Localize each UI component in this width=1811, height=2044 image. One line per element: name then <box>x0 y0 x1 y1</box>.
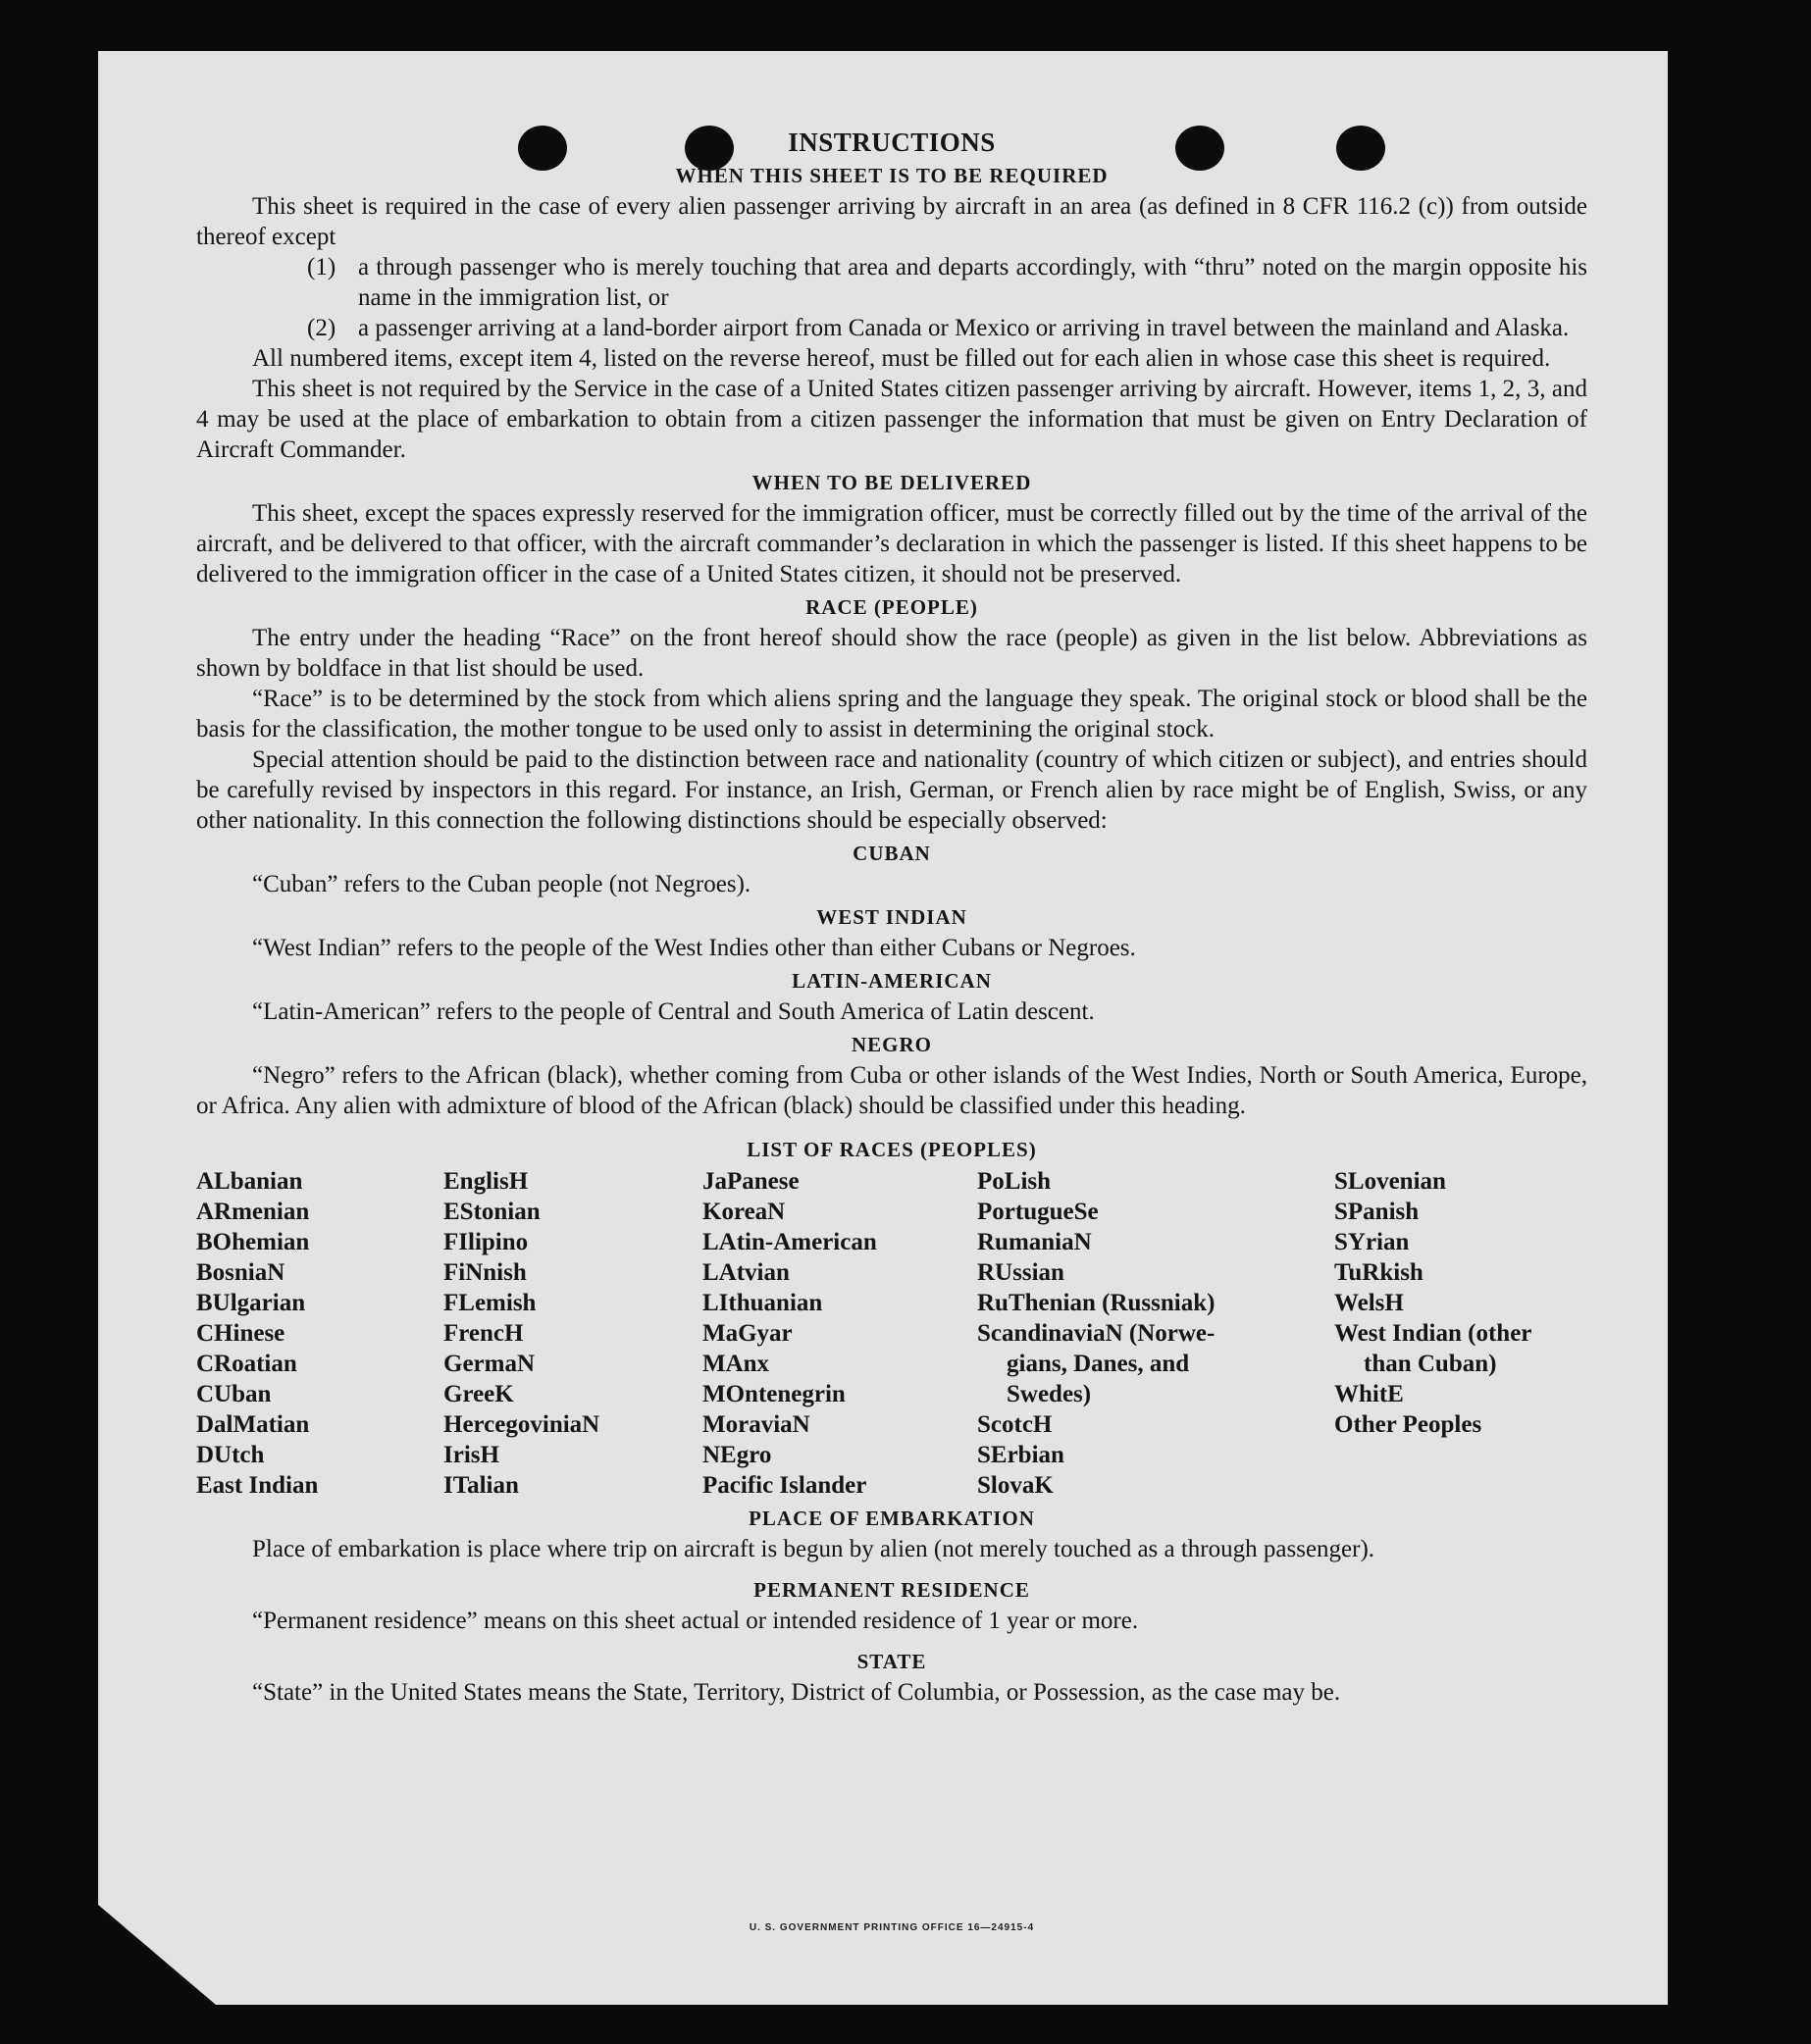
race-entry: ScandinaviaN (Norwe- <box>977 1320 1216 1347</box>
paragraph-race-stock: “Race” is to be determined by the stock from which aliens spring and the language they speak. The original stock or blood shall be the basis for the classification, the mother tongue to be used only to assist in determining the original stock. <box>196 686 1587 742</box>
race-entry: TuRkish <box>1334 1259 1423 1286</box>
race-entry: ScotcH <box>977 1411 1053 1438</box>
race-entry: MoraviaN <box>702 1411 810 1438</box>
race-entry: gians, Danes, and <box>1007 1351 1190 1377</box>
race-entry: CUban <box>196 1381 272 1407</box>
race-entry: SlovaK <box>977 1472 1054 1499</box>
race-entry: FLemish <box>443 1290 537 1316</box>
races-column <box>702 1166 977 1501</box>
race-entry: IrisH <box>443 1442 499 1468</box>
races-list <box>196 1166 1587 1501</box>
races-column <box>1334 1166 1587 1501</box>
race-entry: ARmenian <box>196 1199 310 1225</box>
distinction-heading-west-indian: WEST INDIAN <box>816 905 967 929</box>
race-entry: RuThenian (Russniak) <box>977 1290 1216 1316</box>
paragraph-embarkation: Place of embarkation is place where trip on aircraft is begun by alien (not merely touched as a through passenger). <box>252 1536 1375 1562</box>
race-entry: ITalian <box>443 1472 519 1499</box>
paragraph-residence: “Permanent residence” means on this sheet actual or intended residence of 1 year or more. <box>252 1608 1139 1634</box>
page-title: INSTRUCTIONS <box>788 128 996 157</box>
race-entry: FiNnish <box>443 1259 527 1286</box>
race-entry: RUssian <box>977 1259 1064 1286</box>
race-entry: than Cuban) <box>1364 1351 1497 1377</box>
race-entry: BUlgarian <box>196 1290 306 1316</box>
paragraph-state: “State” in the United States means the State, Territory, District of Columbia, or Possession, as the case may be. <box>252 1679 1341 1706</box>
race-entry: CRoatian <box>196 1351 297 1377</box>
race-entry: MaGyar <box>702 1320 793 1347</box>
race-entry: RumaniaN <box>977 1229 1092 1255</box>
distinction-heading-cuban: CUBAN <box>853 842 931 865</box>
race-entry: CHinese <box>196 1320 285 1347</box>
exception-item <box>196 313 1587 343</box>
race-entry: DUtch <box>196 1442 265 1468</box>
race-entry: GreeK <box>443 1381 514 1407</box>
race-entry: BOhemian <box>196 1229 310 1255</box>
race-entry: KoreaN <box>702 1199 786 1225</box>
instructions-document <box>196 120 1587 1708</box>
race-entry: EStonian <box>443 1199 541 1225</box>
race-entry: SLovenian <box>1334 1168 1446 1195</box>
race-entry: WhitE <box>1334 1381 1404 1407</box>
race-entry: GermaN <box>443 1351 536 1377</box>
distinction-text-latin-american: “Latin-American” refers to the people of Central and South America of Latin descent. <box>252 998 1095 1025</box>
race-entry: SYrian <box>1334 1229 1410 1255</box>
race-entry: MOntenegrin <box>702 1381 846 1407</box>
race-entry: SPanish <box>1334 1199 1420 1225</box>
race-entry: Pacific Islander <box>702 1472 867 1499</box>
exception-item <box>196 252 1587 313</box>
printing-office-footer: U. S. GOVERNMENT PRINTING OFFICE 16—24915-4 <box>749 1922 1035 1933</box>
paragraph-race-entry: The entry under the heading “Race” on the front hereof should show the race (people) as given in the list below. Abbreviations as shown by boldface in that list should be used. <box>196 625 1587 682</box>
paragraph-delivered: This sheet, except the spaces expressly reserved for the immigration officer, must be correctly filled out by the time of the arrival of the aircraft, and be delivered to that officer, with the aircraft commander’s declaration in which the passenger is listed. If this sheet happens to be delivered to the immigration officer in the case of a United States citizen, it should not be preserved. <box>196 500 1587 588</box>
exception-number: (2) <box>307 315 336 341</box>
exception-number: (1) <box>307 254 336 281</box>
race-entry: WelsH <box>1334 1290 1404 1316</box>
race-entry: LAtin-American <box>702 1229 877 1255</box>
section-heading-residence: PERMANENT RESIDENCE <box>753 1578 1030 1602</box>
race-entry: SErbian <box>977 1442 1064 1468</box>
race-entry: Other Peoples <box>1334 1411 1482 1438</box>
paragraph-required-intro: This sheet is required in the case of every alien passenger arriving by aircraft in an area (as defined in 8 CFR 116.2 (c)) from outside thereof except <box>196 193 1587 250</box>
race-entry: PortugueSe <box>977 1199 1099 1225</box>
race-entry: FrencH <box>443 1320 524 1347</box>
race-entry: East Indian <box>196 1472 319 1499</box>
race-entry: DalMatian <box>196 1411 310 1438</box>
section-heading-race: RACE (PEOPLE) <box>805 595 978 619</box>
race-entry: ALbanian <box>196 1168 303 1195</box>
section-heading-required: WHEN THIS SHEET IS TO BE REQUIRED <box>675 164 1109 187</box>
race-entry: Swedes) <box>1007 1381 1092 1407</box>
paragraph-citizen-passenger: This sheet is not required by the Service in the case of a United States citizen passenger arriving by aircraft. However, items 1, 2, 3, and 4 may be used at the place of embarkation to obtain from a citizen passenger the information that must be given on Entry Declaration of Aircraft Commander. <box>196 376 1587 463</box>
distinction-text-west-indian: “West Indian” refers to the people of the West Indies other than either Cubans or Negroes. <box>252 935 1136 961</box>
races-column <box>977 1166 1334 1501</box>
distinction-heading-latin-american: LATIN-AMERICAN <box>792 969 992 993</box>
section-heading-state: STATE <box>856 1650 927 1673</box>
race-entry: EnglisH <box>443 1168 529 1195</box>
exception-text: a passenger arriving at a land-border airport from Canada or Mexico or arriving in travel between the mainland and Alaska. <box>358 315 1570 341</box>
race-entry: LAtvian <box>702 1259 790 1286</box>
race-entry: PoLish <box>977 1168 1052 1195</box>
paragraph-race-nationality: Special attention should be paid to the distinction between race and nationality (country of which citizen or subject), and entries should be carefully revised by inspectors in this regard. For instance, an Irish, German, or French alien by race might be of English, Swiss, or any other nationality. In this connection the following distinctions should be especially observed: <box>196 746 1587 834</box>
distinction-text-cuban: “Cuban” refers to the Cuban people (not Negroes). <box>252 871 751 897</box>
exception-text: a through passenger who is merely touching that area and departs accordingly, with “thru” noted on the margin opposite his name in the immigration list, or <box>358 254 1587 311</box>
race-entry: BosniaN <box>196 1259 285 1286</box>
races-column <box>443 1166 702 1501</box>
distinction-heading-negro: NEGRO <box>851 1033 932 1056</box>
section-heading-embarkation: PLACE OF EMBARKATION <box>749 1507 1035 1530</box>
races-column <box>196 1166 443 1501</box>
distinction-text-negro: “Negro” refers to the African (black), whether coming from Cuba or other islands of the West Indies, North or South America, Europe, or Africa. Any alien with admixture of blood of the African (black) should be classified under this heading. <box>196 1062 1587 1119</box>
race-entry: West Indian (other <box>1334 1320 1532 1347</box>
race-entry: MAnx <box>702 1351 770 1377</box>
race-entry: NEgro <box>702 1442 772 1468</box>
race-entry: JaPanese <box>702 1168 800 1195</box>
race-entry: HercegoviniaN <box>443 1411 600 1438</box>
paragraph-numbered-items: All numbered items, except item 4, listed on the reverse hereof, must be filled out for each alien in whose case this sheet is required. <box>252 345 1551 372</box>
races-list-heading: LIST OF RACES (PEOPLES) <box>747 1138 1037 1161</box>
section-heading-delivered: WHEN TO BE DELIVERED <box>751 471 1032 494</box>
race-entry: LIthuanian <box>702 1290 823 1316</box>
race-entry: FIlipino <box>443 1229 529 1255</box>
